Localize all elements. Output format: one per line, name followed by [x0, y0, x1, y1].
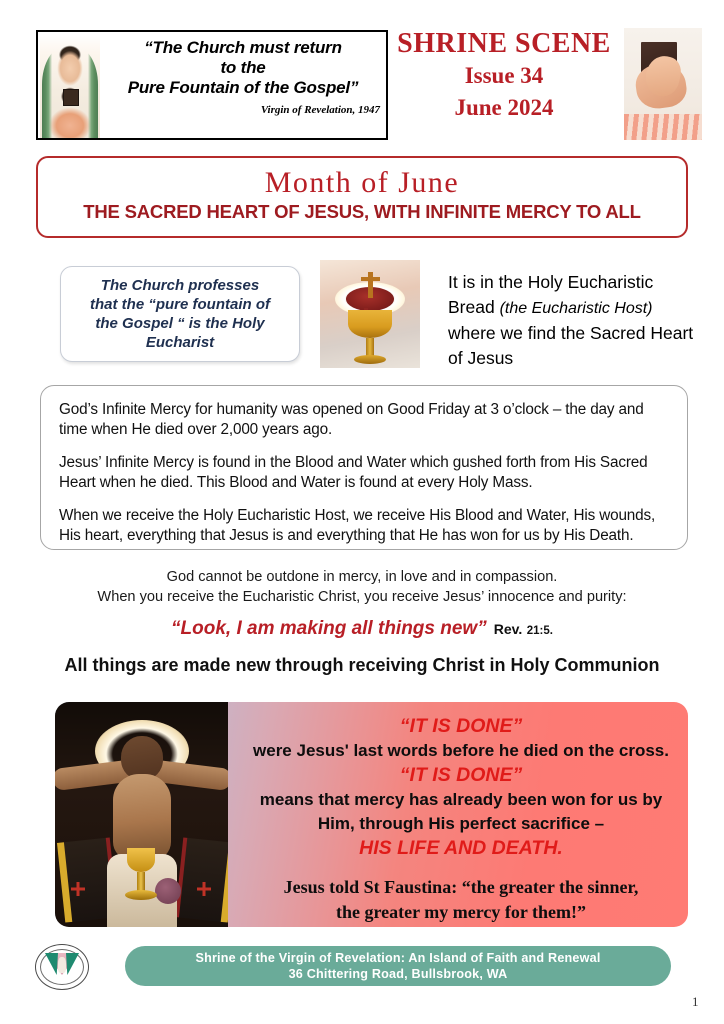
virgin-of-revelation-statue-image [40, 34, 100, 138]
chalice-foot-shape [354, 355, 386, 364]
vestment-cross-left-icon [71, 882, 85, 896]
quote-line-3: the Gospel “ is the Holy [95, 315, 265, 332]
golden-chalice-cup-shape [127, 848, 155, 872]
striped-shirt-shape [624, 114, 702, 140]
scripture-quote-row [0, 617, 724, 643]
page-number: 1 [692, 994, 699, 1009]
body-paragraph: God’s Infinite Mercy for humanity was opened on Good Friday at 3 o’clock – the day and time when He died over 2,000 years ago. [59, 401, 644, 438]
quote-line-1: The Church professes [100, 277, 260, 294]
crucifixion-with-chalice-image [55, 702, 228, 927]
church-professes-quote-text [90, 276, 270, 352]
golden-chalice-foot-shape [125, 890, 157, 900]
cross-horizontal-shape [361, 277, 380, 281]
middle-text-block [0, 567, 724, 676]
middle-line-2: When you receive the Eucharistic Christ, you receive Jesus’ innocence and purity: [97, 589, 627, 605]
chalice-with-sacred-host-image [320, 260, 420, 368]
masthead-line-2: to the [220, 58, 266, 77]
it-is-done-panel [55, 702, 688, 927]
faustina-line-2: the greater my mercy for them!” [335, 902, 587, 922]
it-is-done-line-5: Him, through His perfect sacrifice – [317, 814, 605, 833]
eucharist-text-italic: (the Eucharistic Host) [499, 300, 653, 317]
quote-line-2: that the “pure fountain of [90, 296, 270, 313]
masthead-quote-box [36, 30, 388, 140]
publication-name: SHRINE SCENE [397, 28, 611, 59]
body-paragraph: When we receive the Holy Eucharistic Host, we receive His Blood and Water, His wounds, His heart, everything that Jesus is and everything that He has won for us by His Death. [59, 507, 656, 544]
scripture-ref-verse: 21:5. [526, 625, 553, 637]
chalice-stem-shape [366, 338, 374, 356]
quote-line-4: Eucharist [145, 334, 215, 351]
masthead-line-3: Pure Fountain of the Gospel” [127, 78, 359, 97]
masthead-credit: Virgin of Revelation, 1947 [260, 104, 380, 116]
main-body-text-box [40, 385, 688, 550]
scripture-ref-book: Rev. [493, 621, 523, 637]
middle-line-1: God cannot be outdone in mercy, in love and in compassion. [166, 569, 558, 585]
masthead-line-1: “The Church must return [144, 38, 342, 57]
footer-address-banner [125, 946, 671, 986]
golden-chalice-stem-shape [137, 872, 145, 892]
vestment-right-shape [175, 837, 228, 922]
it-is-done-line-1: “IT IS DONE” [399, 715, 523, 737]
body-paragraph: Jesus’ Infinite Mercy is found in the Blood and Water which gushed forth from His Sacred Heart when he died. This Blood and Water is found at every Holy Mass. [59, 454, 648, 491]
it-is-done-line-6: HIS LIFE AND DEATH. [359, 837, 563, 859]
faustina-quote [235, 875, 687, 925]
masthead-text [102, 38, 384, 116]
shrine-circular-emblem-logo [33, 944, 91, 992]
cross-vertical-shape [368, 272, 373, 298]
issue-number: Issue 34 [464, 63, 544, 88]
eucharist-text-part-2: where we find the Sacred Heart of Jesus [448, 323, 694, 368]
faustina-line-1: Jesus told St Faustina: “the greater the sinner, [283, 877, 639, 897]
month-banner [36, 156, 688, 238]
scripture-quote: “Look, I am making all things new” [171, 618, 487, 639]
it-is-done-text-block [235, 714, 687, 925]
footer-line-2: 36 Chittering Road, Bullsbrook, WA [288, 967, 508, 981]
month-subtitle: THE SACRED HEART OF JESUS, WITH INFINITE MERCY TO ALL [83, 201, 641, 222]
eucharist-text-part-1: It is in the Holy Eucharistic Bread [448, 272, 654, 317]
logo-figure-shape [58, 957, 66, 973]
it-is-done-line-4: means that mercy has already been won for us by [259, 790, 663, 809]
church-professes-quote-box [60, 266, 300, 362]
footer-line-1: Shrine of the Virgin of Revelation: An Island of Faith and Renewal [195, 951, 601, 965]
chalice-cup-shape [348, 310, 392, 338]
it-is-done-line-3: “IT IS DONE” [399, 764, 523, 786]
issue-date: June 2024 [454, 95, 554, 120]
vestment-cross-right-icon [197, 882, 211, 896]
grapes-shape [155, 878, 181, 904]
newsletter-header [0, 0, 724, 150]
middle-closing-line: All things are made new through receiving Christ in Holy Communion [64, 655, 660, 675]
eucharistic-bread-text [448, 270, 698, 371]
publication-title-block [392, 28, 616, 124]
hands-holding-book-image [624, 28, 702, 140]
it-is-done-line-2: were Jesus' last words before he died on the cross. [253, 741, 669, 760]
month-title: Month of June [264, 166, 460, 199]
